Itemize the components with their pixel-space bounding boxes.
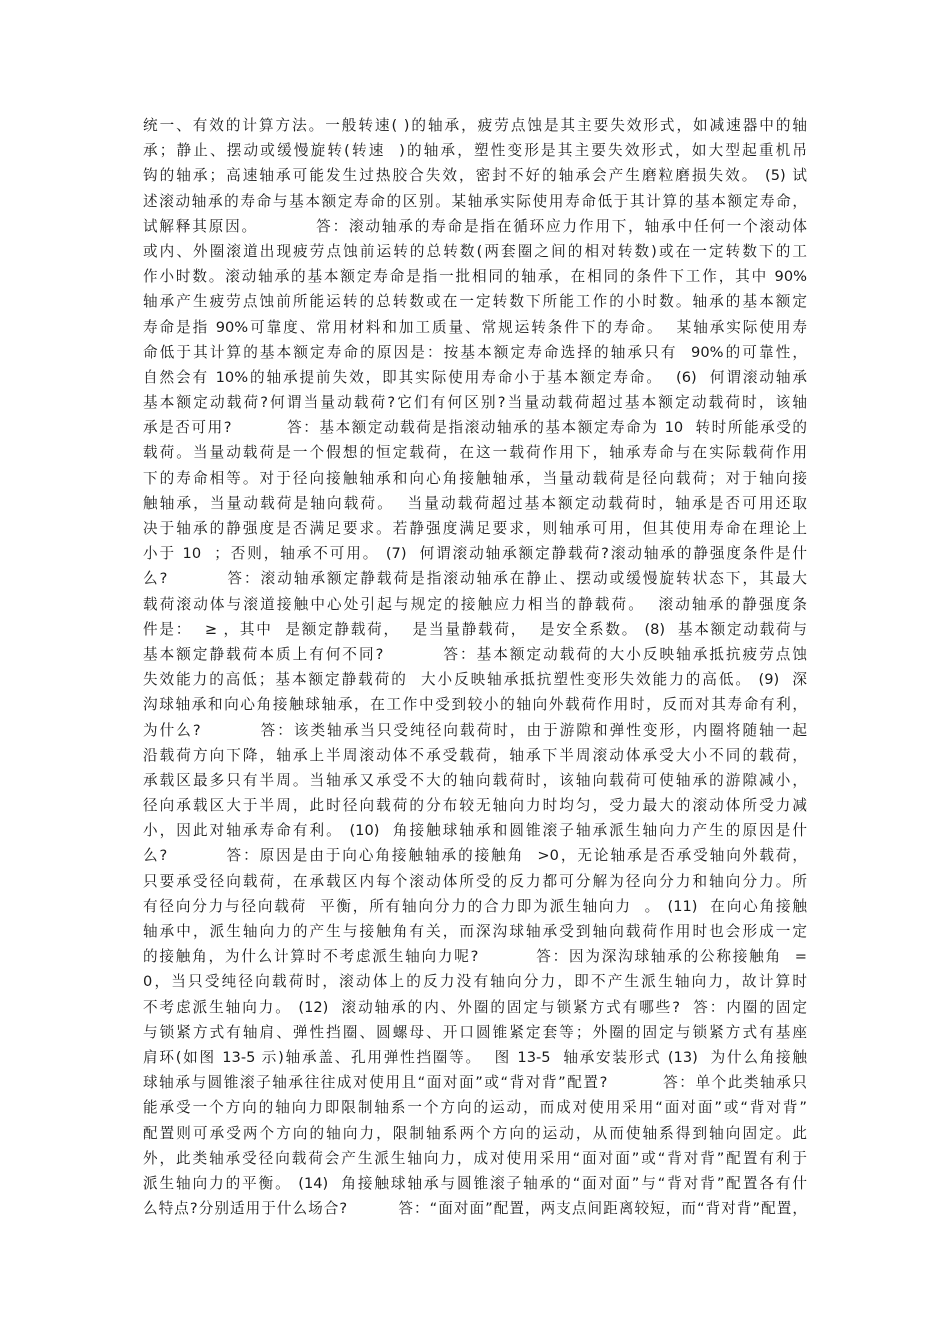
text-line: 配置则可承受两个方向的轴向力，限制轴系两个方向的运动，从而使轴系得到轴向固定。此 [143, 1124, 807, 1142]
text-line: 决于轴承的静强度是否满足要求。若静强度满足要求，则轴承可用，但其使用寿命在理论上 [143, 520, 807, 537]
text-line: 的接触角，为什么计算时不考虑派生轴向力呢? 答：因为深沟球轴承的公称接触角 = [143, 948, 807, 966]
text-line: 为什么? 答：该类轴承当只受纯径向载荷时，由于游隙和弹性变形，内圈将随轴一起 [143, 721, 807, 739]
text-line: 球轴承与圆锥滚子轴承往往成对使用且“面对面”或“背对背”配置? 答：单个此类轴承只 [143, 1074, 807, 1092]
text-line: 承；静止、摆动或缓慢旋转(转速 )的轴承，塑性变形是其主要失效形式，如大型起重机吊 [143, 142, 807, 160]
text-line: 钩的轴承；高速轴承可能发生过热胶合失效，密封不好的轴承会产生磨粒磨损失效。 (5) 试 [143, 167, 807, 185]
text-line: 与锁紧方式有轴肩、弹性挡圈、圆螺母、开口圆锥紧定套等；外圈的固定与锁紧方式有基座 [143, 1023, 807, 1041]
text-line: 小于 10 ；否则，轴承不可用。 (7) 何谓滚动轴承额定静载荷?滚动轴承的静强度条件是什 [143, 545, 807, 563]
text-line: 或内、外圈滚道出现疲劳点蚀前运转的总转数(两套圈之间的相对转数)或在一定转数下的工 [143, 242, 807, 260]
text-line: 派生轴向力的平衡。 (14) 角接触球轴承与圆锥滚子轴承的“面对面”与“背对背”配置各有什 [143, 1174, 807, 1192]
text-line: 么? 答：滚动轴承额定静载荷是指滚动轴承在静止、摆动或缓慢旋转状态下，其最大 [143, 570, 807, 588]
text-line: 承是否可用? 答：基本额定动载荷是指滚动轴承的基本额定寿命为 10 转时所能承受的 [143, 419, 807, 437]
text-line: 不考虑派生轴向力。 (12) 滚动轴承的内、外圈的固定与锁紧方式有哪些? 答：内圈的固定 [143, 998, 807, 1016]
text-line: 下的寿命相等。对于径向接触轴承和向心角接触轴承，当量动载荷是径向载荷；对于轴向接 [143, 469, 807, 487]
text-line: 轴承产生疲劳点蚀前所能运转的总转数或在一定转数下所能工作的小时数。轴承的基本额定 [143, 293, 807, 311]
text-line: 外，此类轴承受径向载荷会产生派生轴向力，成对使用采用“面对面”或“背对背”配置有利于 [143, 1149, 807, 1167]
text-line: 么? 答：原因是由于向心角接触轴承的接触角 >0，无论轴承是否承受轴向外载荷， [143, 847, 807, 865]
text-line: 有径向分力与径向载荷 平衡，所有轴向分力的合力即为派生轴向力 。 (11) 在向心角接触 [143, 897, 807, 915]
text-line: 载荷。当量动载荷是一个假想的恒定载荷，在这一载荷作用下，轴承寿命与在实际载荷作用 [143, 444, 807, 462]
text-line: 沿载荷方向下降，轴承上半周滚动体不承受载荷，轴承下半周滚动体承受大小不同的载荷， [143, 746, 807, 764]
text-line: 统一、有效的计算方法。一般转速( )的轴承，疲劳点蚀是其主要失效形式，如减速器中的轴 [143, 117, 807, 134]
text-line: 寿命是指 90%可靠度、常用材料和加工质量、常规运转条件下的寿命。 某轴承实际使用寿 [143, 318, 807, 336]
text-line: 能承受一个方向的轴向力即限制轴系一个方向的运动，而成对使用采用“面对面”或“背对背” [143, 1099, 807, 1117]
text-line: 自然会有 10%的轴承提前失效，即其实际使用寿命小于基本额定寿命。 (6) 何谓滚动轴承 [143, 368, 807, 386]
text-line: 只要承受径向载荷，在承载区内每个滚动体所受的反力都可分解为径向分力和轴向分力。所 [143, 872, 807, 890]
text-line: 件是： ≥ ，其中 是额定静载荷， 是当量静载荷， 是安全系数。 (8) 基本额定动载荷与 [143, 620, 807, 638]
text-line: 试解释其原因。 答：滚动轴承的寿命是指在循环应力作用下，轴承中任何一个滚动体 [143, 217, 807, 235]
text-line: 失效能力的高低；基本额定静载荷的 大小反映轴承抵抗塑性变形失效能力的高低。 (9) 深 [143, 671, 807, 689]
text-line: 沟球轴承和向心角接触球轴承，在工作中受到较小的轴向外载荷作用时，反而对其寿命有利， [143, 696, 807, 714]
text-line: 么特点?分别适用于什么场合? 答：“面对面”配置，两支点间距离较短，而“背对背”配置， [143, 1200, 807, 1218]
text-line: 肩环(如图 13-5 示)轴承盖、孔用弹性挡圈等。 图 13-5 轴承安装形式 (13) 为什么角接触 [143, 1048, 807, 1066]
text-line: 触轴承，当量动载荷是轴向载荷。 当量动载荷超过基本额定动载荷时，轴承是否可用还取 [143, 494, 807, 512]
document-page [143, 113, 807, 1221]
text-line: 承载区最多只有半周。当轴承又承受不大的轴向载荷时，该轴向载荷可使轴承的游隙减小， [143, 771, 807, 789]
text-line: 基本额定动载荷?何谓当量动载荷?它们有何区别?当量动载荷超过基本额定动载荷时，该轴 [143, 394, 807, 412]
text-line: 述滚动轴承的寿命与基本额定寿命的区别。某轴承实际使用寿命低于其计算的基本额定寿命， [143, 192, 807, 210]
text-line: 载荷滚动体与滚道接触中心处引起与规定的接触应力相当的静载荷。 滚动轴承的静强度条 [143, 595, 807, 613]
text-line: 轴承中，派生轴向力的产生与接触角有关，而深沟球轴承受到轴向载荷作用时也会形成一定 [143, 923, 807, 940]
text-line: 径向承载区大于半周，此时径向载荷的分布较无轴向力时均匀，受力最大的滚动体所受力减 [143, 797, 807, 815]
text-line: 作小时数。滚动轴承的基本额定寿命是指一批相同的轴承，在相同的条件下工作，其中 90% [143, 268, 807, 286]
text-line: 基本额定静载荷本质上有何不同? 答：基本额定动载荷的大小反映轴承抵抗疲劳点蚀 [143, 645, 807, 663]
text-line: 0，当只受纯径向载荷时，滚动体上的反力没有轴向分力，即不产生派生轴向力，故计算时 [143, 973, 807, 991]
text-line: 小，因此对轴承寿命有利。 (10) 角接触球轴承和圆锥滚子轴承派生轴向力产生的原因是什 [143, 822, 807, 840]
text-line: 命低于其计算的基本额定寿命的原因是：按基本额定寿命选择的轴承只有 90%的可靠性， [143, 343, 807, 361]
